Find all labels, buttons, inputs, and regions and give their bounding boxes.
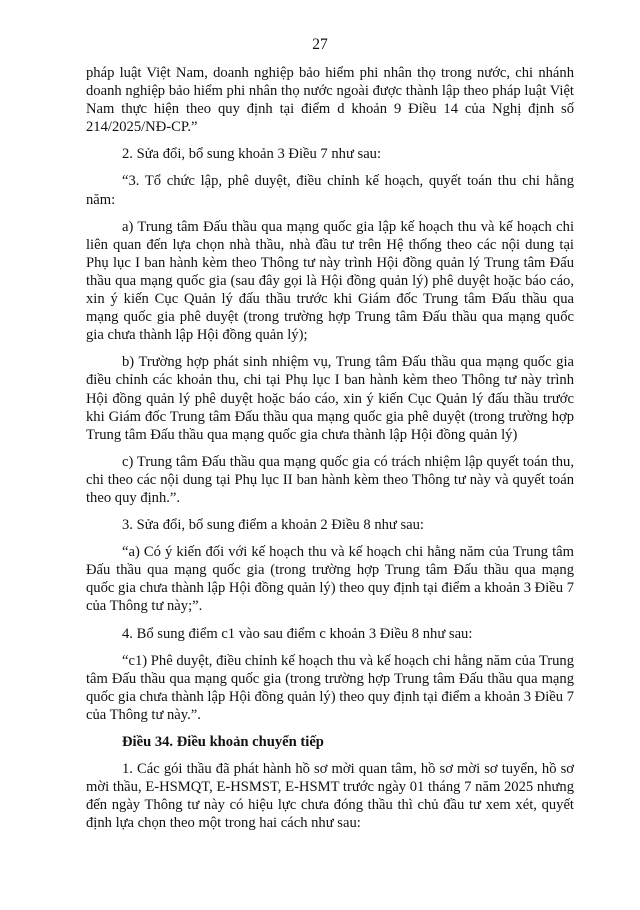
paragraph-clause-3: “3. Tổ chức lập, phê duyệt, điều chỉnh kế hoạch, quyết toán thu chi hằng năm: (86, 173, 574, 208)
paragraph-transition-1: 1. Các gói thầu đã phát hành hồ sơ mời quan tâm, hồ sơ mời sơ tuyển, hồ sơ mời thầu, E-HSMQT, E-HSMST, E-HSMT trước ngày 01 tháng 7 năm 2025 nhưng đến ngày Thông tư này có hiệu lực chưa đóng thầu thì chủ đầu tư xem xét, quyết định lựa chọn theo một trong hai cách như sau: (86, 761, 574, 832)
page-number: 27 (312, 36, 328, 53)
article-34-heading: Điều 34. Điều khoản chuyển tiếp (122, 734, 324, 750)
paragraph-amendment-3: 3. Sửa đổi, bổ sung điểm a khoản 2 Điều 8 như sau: (122, 517, 424, 534)
paragraph-amended-point-a: “a) Có ý kiến đối với kế hoạch thu và kế hoạch chi hằng năm của Trung tâm Đấu thầu qua mạng quốc gia (trong trường hợp Trung tâm Đấu thầu qua mạng quốc gia chưa thành lập Hội đồng quản lý) theo quy định tại điểm a khoản 3 Điều 7 của Thông tư này;”. (86, 544, 574, 615)
paragraph-point-c: c) Trung tâm Đấu thầu qua mạng quốc gia có trách nhiệm lập quyết toán thu, chi theo các nội dung tại Phụ lục II ban hành kèm theo Thông tư này và quyết toán theo quy định.”. (86, 453, 574, 506)
paragraph-amendment-4: 4. Bổ sung điểm c1 vào sau điểm c khoản 3 Điều 8 như sau: (122, 625, 473, 642)
paragraph-point-c1: “c1) Phê duyệt, điều chỉnh kế hoạch thu và kế hoạch chi hằng năm của Trung tâm Đấu thầu qua mạng quốc gia (trong trường hợp Trung tâm Đấu thầu qua mạng quốc gia chưa thành lập Hội đồng quản lý) theo quy định tại điểm a khoản 3 Điều 7 của Thông tư này.”. (86, 652, 574, 723)
paragraph-amendment-2: 2. Sửa đổi, bổ sung khoản 3 Điều 7 như sau: (122, 146, 382, 163)
paragraph-point-b: b) Trường hợp phát sinh nhiệm vụ, Trung tâm Đấu thầu qua mạng quốc gia điều chỉnh các khoản thu, chi tại Phụ lục I ban hành kèm theo Thông tư này trình Hội đồng quản lý phê duyệt hoặc báo cáo, xin ý kiến Cục Quản lý đấu thầu trước khi Giám đốc Trung tâm Đấu thầu qua mạng quốc gia phê duyệt (trong trường hợp Trung tâm Đấu thầu qua mạng quốc gia chưa thành lập Hội đồng quản lý) (86, 354, 574, 443)
paragraph-continuation: pháp luật Việt Nam, doanh nghiệp bảo hiểm phi nhân thọ trong nước, chi nhánh doanh nghiệp bảo hiểm phi nhân thọ nước ngoài được thành lập theo pháp luật Việt Nam thực hiện theo quy định tại điểm d khoản 9 Điều 14 của Nghị định số 214/2025/NĐ-CP.” (86, 65, 574, 136)
document-body (86, 64, 574, 841)
paragraph-point-a: a) Trung tâm Đấu thầu qua mạng quốc gia lập kế hoạch thu và kế hoạch chi liên quan đến lựa chọn nhà thầu, nhà đầu tư trên Hệ thống theo các nội dung tại Phụ lục I ban hành kèm theo Thông tư này trình Hội đồng quản lý Trung tâm Đấu thầu qua mạng quốc gia (sau đây gọi là Hội đồng quản lý) phê duyệt hoặc báo cáo, xin ý kiến Cục Quản lý đấu thầu trước khi Giám đốc Trung tâm Đấu thầu qua mạng quốc gia phê duyệt (trong trường hợp Trung tâm Đấu thầu qua mạng quốc gia chưa thành lập Hội đồng quản lý); (86, 218, 574, 344)
